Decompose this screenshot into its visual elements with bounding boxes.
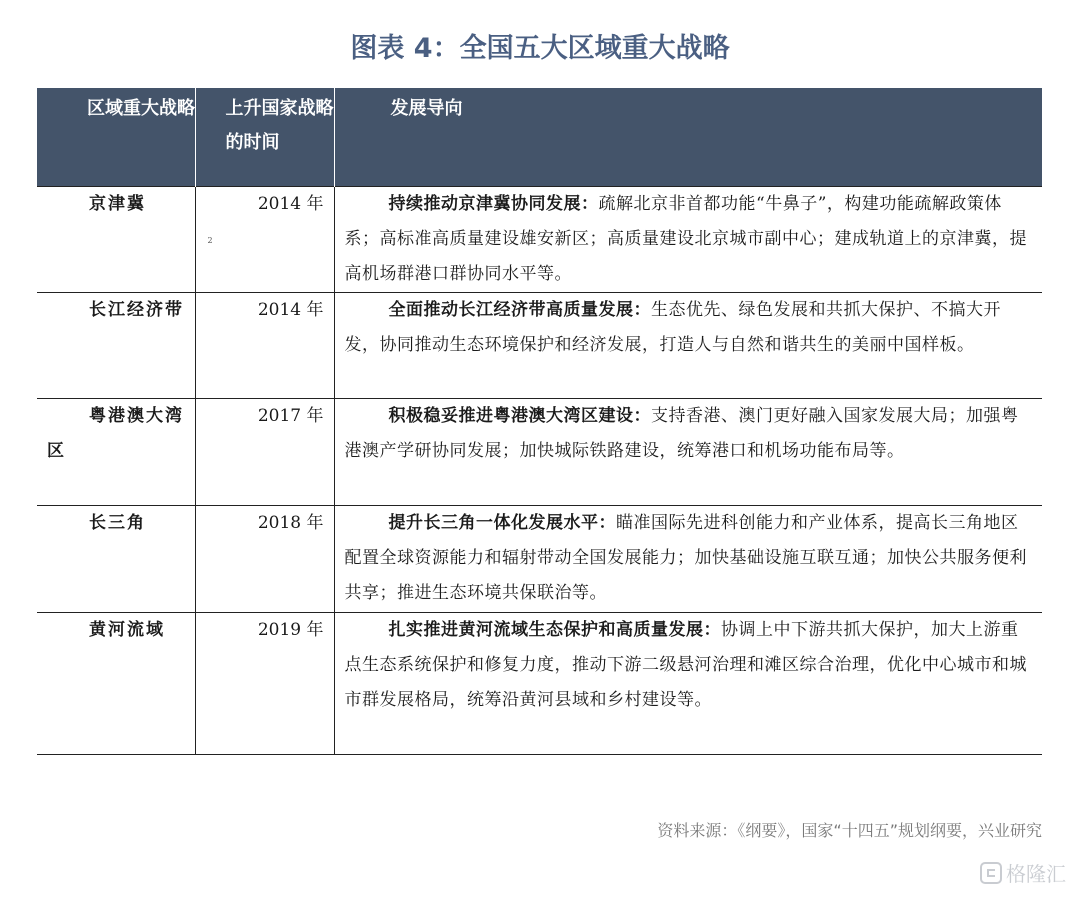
header-direction: 发展导向	[334, 88, 1042, 186]
year-cell: 2014 年 2	[195, 186, 334, 292]
direction-cell: 持续推动京津冀协同发展：疏解北京非首都功能“牛鼻子”，构建功能疏解政策体系；高标准高质量建设雄安新区；高质量建设北京城市副中心；建成轨道上的京津冀，提高机场群港口群协同水平等。	[334, 186, 1042, 292]
strategy-table	[37, 88, 1042, 755]
watermark	[980, 858, 1066, 887]
region-cell: 长江经济带	[37, 292, 195, 398]
region-cell: 长三角	[37, 505, 195, 612]
year-cell: 2019 年	[195, 612, 334, 754]
year-cell: 2014 年	[195, 292, 334, 398]
region-cell: 粤港澳大湾区	[37, 398, 195, 505]
direction-cell: 扎实推进黄河流域生态保护和高质量发展：协调上中下游共抓大保护，加大上游重点生态系统保护和修复力度，推动下游二级悬河治理和滩区综合治理，优化中心城市和城市群发展格局，统筹沿黄河县域和乡村建设等。	[334, 612, 1042, 754]
watermark-logo-icon	[980, 862, 1002, 884]
table-row	[37, 612, 1042, 754]
table-row	[37, 398, 1042, 505]
table-header-row	[37, 88, 1042, 186]
figure-title: 图表 4：全国五大区域重大战略	[350, 33, 730, 64]
direction-cell: 提升长三角一体化发展水平：瞄准国际先进科创能力和产业体系，提高长三角地区配置全球资源能力和辐射带动全国发展能力；加快基础设施互联互通；加快公共服务便利共享；推进生态环境共保联治等。	[334, 505, 1042, 612]
footnote-mark: 2	[207, 235, 213, 245]
direction-cell: 全面推动长江经济带高质量发展：生态优先、绿色发展和共抓大保护、不搞大开发，协同推动生态环境保护和经济发展，打造人与自然和谐共生的美丽中国样板。	[334, 292, 1042, 398]
source-note: 资料来源：《纲要》，国家“十四五”规划纲要，兴业研究	[657, 821, 1042, 840]
header-region: 区域重大战略	[37, 88, 195, 186]
year-cell: 2018 年	[195, 505, 334, 612]
year-cell: 2017 年	[195, 398, 334, 505]
table-row	[37, 505, 1042, 612]
table-row	[37, 186, 1042, 292]
direction-cell: 积极稳妥推进粤港澳大湾区建设：支持香港、澳门更好融入国家发展大局；加强粤港澳产学研协同发展；加快城际铁路建设，统筹港口和机场功能布局等。	[334, 398, 1042, 505]
region-cell: 黄河流域	[37, 612, 195, 754]
region-cell: 京津冀	[37, 186, 195, 292]
table-row	[37, 292, 1042, 398]
header-year: 上升国家战略的时间	[195, 88, 334, 186]
watermark-text: 格隆汇	[1006, 862, 1066, 886]
